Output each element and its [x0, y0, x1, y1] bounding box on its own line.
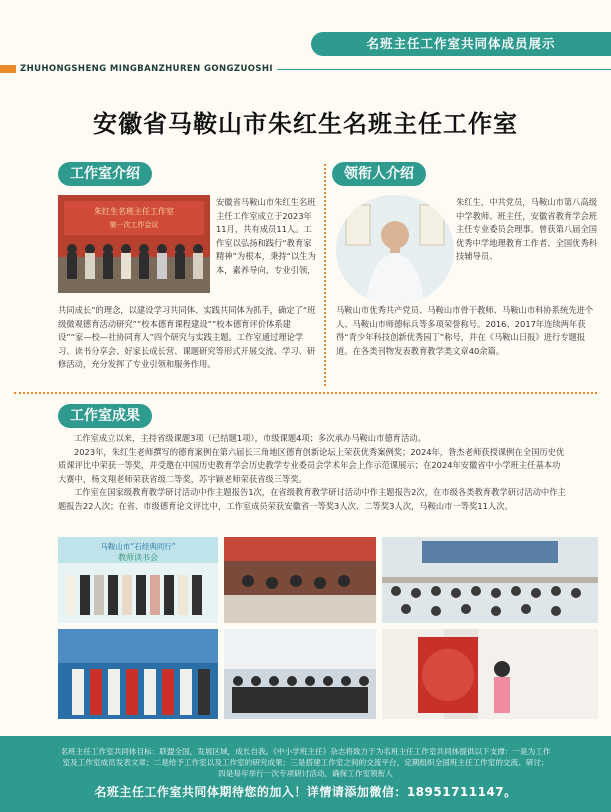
pinyin-title: ZHUHONGSHENG MINGBANZHUREN GONGZUOSHI	[20, 64, 273, 74]
page-title: 安徽省马鞍山市朱红生名班主任工作室	[93, 110, 518, 138]
intro-text-top	[216, 196, 316, 278]
intro-heading: 工作室介绍	[58, 162, 152, 186]
leader-text-bottom-para: 马鞍山市优秀共产党员、马鞍山市骨干教师、马鞍山市科协系统先进个人、马鞍山市师德标兵等多项荣誉称号。2016、2017年连续两年获得“青少年科技创新优秀园丁”称号，并在《马鞍山日报》进行专题报道。在各类刊物发表教育教学类文章40余篇。	[336, 305, 594, 356]
accent-block	[0, 65, 16, 73]
intro-text-top-para: 安徽省马鞍山市朱红生名班主任工作室成立于2023年11月，共有成员11人。工作室以弘扬和践行“教育家精神”为根本，秉持“以生为本，素养导向，专业引领，	[216, 197, 316, 275]
intro-photo	[58, 195, 210, 293]
leader-heading: 领衔人介绍	[332, 162, 426, 186]
svg-text:马鞍山市“石经典同行”: 马鞍山市“石经典同行”	[100, 542, 176, 551]
results-photo-6	[382, 629, 598, 719]
results-photo-5	[224, 629, 376, 719]
leader-text-top-para: 朱红生，中共党员，马鞍山市第八高级中学教师、班主任，安徽省教育学会班主任专业委员会理事。曾获第八届全国优秀中学地理教育工作者、全国优秀科技辅导员、	[456, 197, 598, 262]
footer	[0, 736, 611, 812]
intro-text-bottom-para: 共同成长”的理念，以建设学习共同体、实践共同体为抓手，确定了“班级微观德育活动研究”“校本德育课程建设”“校本德育评价体系建设”“家—校—社协同育人”四个研究与实践主题。工作室通过理论学习、读书分享会、好家长成长营、课题研究等形式开展交流、学习、研修活动，充分发挥了专业引领和服务作用。	[58, 305, 316, 370]
footer-contact: 名班主任工作室共同体期待您的加入！详情请添加微信：18951711147。	[94, 785, 517, 799]
page-banner	[0, 0, 611, 64]
intro-text-bottom	[58, 304, 316, 372]
results-photo-2	[224, 537, 376, 623]
results-paragraph: 工作室成立以来，主持省级课题3项（已结题1项），市级课题4项；多次承办马鞍山市德育活动。	[74, 433, 426, 443]
results-photo-1	[58, 537, 218, 623]
series-tag: 名班主任工作室共同体成员展示	[311, 32, 611, 56]
results-heading: 工作室成果	[58, 404, 152, 428]
leader-text-top	[456, 196, 600, 264]
svg-text:第一次工作会议: 第一次工作会议	[109, 221, 159, 229]
leader-photo	[336, 195, 454, 305]
results-paragraph: 2023年，朱红生老师撰写的德育案例在第六届长三角地区德育创新论坛上荣获优秀案例奖；2024年，昝杰老师获授课例在全国历史优质课评比中荣获一等奖，并受邀在中国历史教育学会历史教学专业委员会学术年会上作示范课展示；在2024年安徽省中小学班主任基本功大赛中，杨文翔老师荣获省级二等奖，苏宇颖老师荣获省级三等奖。	[58, 446, 565, 484]
svg-text:教师读书会: 教师读书会	[118, 553, 158, 562]
section-divider	[14, 392, 597, 394]
sub-bar	[0, 62, 611, 76]
sub-bar-line	[277, 69, 611, 70]
results-photo-4	[58, 629, 218, 719]
results-photo-3	[382, 537, 598, 623]
leader-text-bottom	[336, 304, 598, 358]
results-paragraph: 工作室在国家级教育教学研讨活动中作主题报告1次，在省级教育教学研讨活动中作主题报告2次，在市级各类教育教学研讨活动中作主题报告22人次；在省、市级德育论文评比中，工作室成员荣获安徽省一等奖3人次、二等奖3人次，马鞍山市一等奖11人次。	[58, 487, 566, 511]
results-text	[58, 432, 568, 514]
footer-description: 名班主任工作室共同体目标：联盟全国，发展区域，成长自我。《中小学班主任》杂志将致力于为名班主任工作室共同体提供以下支撑：一是为工作室及工作室成员发表文章；二是给予工作室以及工作室的研究成果；三是搭建工作室之间的交流平台，定期组织全国班主任工作室的交流、研讨；四是每年举行一次专项研讨活动，确保工作室领衔人	[60, 747, 551, 778]
column-divider	[324, 164, 326, 386]
svg-text:朱红生名班主任工作室: 朱红生名班主任工作室	[94, 207, 174, 216]
